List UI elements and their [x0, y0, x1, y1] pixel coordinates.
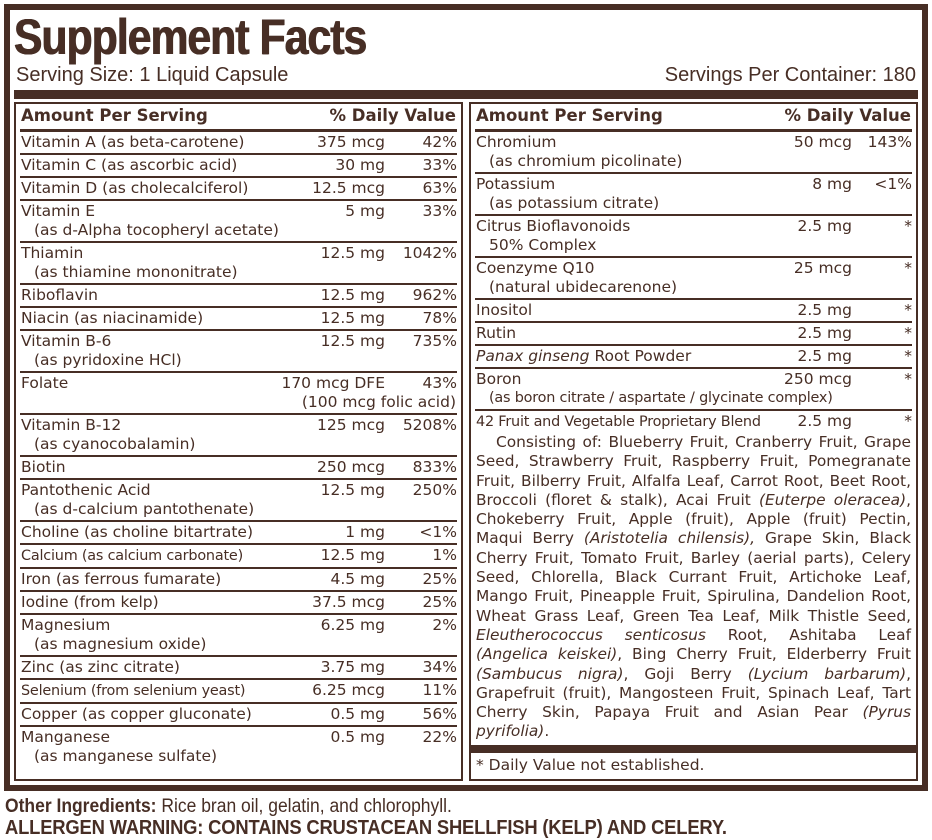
footnote-divider-bar	[471, 745, 916, 753]
nutrient-name: Vitamin B-6	[21, 332, 112, 350]
nutrient-name: Coenzyme Q10	[476, 259, 595, 277]
nutrient-name: Citrus Bioflavonoids	[476, 217, 631, 235]
nutrient-name: Magnesium	[21, 616, 111, 634]
nutrient-daily-value: *	[904, 347, 912, 365]
nutrient-amount: 170 mcg DFE	[281, 374, 385, 392]
nutrient-daily-value: <1%	[874, 175, 912, 193]
nutrient-amount: 3.75 mg	[320, 658, 385, 676]
nutrient-name: Calcium (as calcium carbonate)	[21, 548, 243, 564]
nutrient-name: Iron (as ferrous fumarate)	[21, 570, 222, 588]
nutrient-name: Selenium (from selenium yeast)	[21, 683, 246, 699]
nutrient-amount: 12.5 mg	[320, 286, 385, 304]
nutrient-amount: 2.5 mg	[797, 412, 852, 430]
nutrient-daily-value: 34%	[422, 658, 457, 676]
label-footer	[5, 796, 932, 840]
nutrient-name: Copper (as copper gluconate)	[21, 705, 252, 723]
nutrient-amount: 125 mcg	[317, 416, 385, 434]
right-nutrition-column	[469, 102, 918, 781]
right-column-header	[475, 104, 912, 132]
left-column-header	[20, 104, 457, 132]
nutrient-name: Niacin (as niacinamide)	[21, 309, 204, 327]
nutrient-daily-value: 25%	[422, 570, 457, 588]
nutrient-name: Rutin	[476, 324, 517, 342]
nutrient-daily-value: <1%	[419, 523, 457, 541]
nutrient-row	[20, 590, 457, 613]
nutrient-name: Inositol	[476, 301, 533, 319]
nutrient-rows-right	[475, 132, 912, 433]
nutrient-amount: 375 mcg	[317, 133, 385, 151]
nutrient-amount: 50 mcg	[793, 133, 852, 151]
nutrient-amount: 12.5 mg	[320, 546, 385, 564]
nutrient-row	[20, 567, 457, 590]
nutrient-daily-value: 962%	[412, 286, 457, 304]
nutrient-amount: 2.5 mg	[797, 301, 852, 319]
nutrient-daily-value: 833%	[412, 458, 457, 476]
nutrient-name: Boron	[476, 370, 522, 388]
nutrient-daily-value: 33%	[422, 202, 457, 220]
nutrient-amount: 250 mcg	[317, 458, 385, 476]
nutrient-daily-value: *	[904, 259, 912, 277]
nutrient-row	[475, 367, 912, 409]
nutrient-source: (as potassium citrate)	[489, 194, 660, 212]
nutrient-row	[20, 655, 457, 678]
nutrient-daily-value: *	[904, 412, 912, 430]
nutrient-source: (as cyanocobalamin)	[34, 435, 196, 453]
nutrient-name: Chromium	[476, 133, 557, 151]
nutrient-amount: 4.5 mg	[330, 570, 385, 588]
nutrient-row	[20, 413, 457, 455]
proprietary-blend-description: Consisting of: Blueberry Fruit, Cranberry Fruit, Grape Seed, Strawberry Fruit, Raspberry Fruit, Pomegranate Fruit, Bilberry Fruit, Alfalfa Leaf, Carrot Root, Beet Root, Broccoli (floret & stalk), Acai Fruit (Euterpe oleracea), Chokeberry Fruit, Apple (fruit), Apple (fruit) Pectin, Maqui Berry (Aristotelia chilensis), Grape Skin, Black Cherry Fruit, Tomato Fruit, Barley (aerial parts), Celery Seed, Chlorella, Black Currant Fruit, Artichoke Leaf, Mango Fruit, Pineapple Fruit, Spirulina, Dandelion Root, Wheat Grass Leaf, Green Tea Leaf, Milk Thistle Seed, Eleutherococcus senticosus Root, Ashitaba Leaf (Angelica keiskei), Bing Cherry Fruit, Elderberry Fruit (Sambucus nigra), Goji Berry (Lycium barbarum), Grapefruit (fruit), Mangosteen Fruit, Spinach Leaf, Tart Cherry Skin, Papaya Fruit and Asian Pear (Pyrus pyrifolia).	[476, 433, 911, 741]
nutrient-row	[475, 298, 912, 321]
amount-per-serving-header: Amount Per Serving	[476, 106, 663, 125]
nutrient-source: (as magnesium oxide)	[34, 635, 207, 653]
nutrient-name: Vitamin E	[21, 202, 96, 220]
nutrient-daily-value: 5208%	[402, 416, 457, 434]
nutrient-name: Vitamin D (as cholecalciferol)	[21, 179, 249, 197]
nutrient-row	[20, 455, 457, 478]
nutrient-name: Vitamin B-12	[21, 416, 122, 434]
nutrient-row	[475, 172, 912, 214]
amount-per-serving-header: Amount Per Serving	[21, 106, 208, 125]
daily-value-footnote: * Daily Value not established.	[476, 755, 705, 774]
allergen-warning-line	[5, 817, 932, 840]
nutrient-daily-value: *	[904, 301, 912, 319]
nutrient-row	[20, 241, 457, 283]
daily-value-header: % Daily Value	[329, 106, 456, 125]
nutrient-row	[20, 678, 457, 702]
nutrient-daily-value: *	[904, 370, 912, 388]
nutrient-daily-value: 2%	[432, 616, 457, 634]
nutrient-row	[20, 132, 457, 153]
nutrient-amount: 2.5 mg	[797, 347, 852, 365]
nutrient-daily-value: *	[904, 217, 912, 235]
nutrient-amount: 5 mg	[345, 202, 385, 220]
nutrient-amount: 12.5 mg	[320, 332, 385, 350]
nutrient-row	[20, 520, 457, 543]
nutrient-row	[20, 543, 457, 567]
nutrient-daily-value: 22%	[422, 728, 457, 746]
nutrient-source: (as manganese sulfate)	[34, 747, 218, 765]
other-ingredients-line	[5, 796, 932, 817]
nutrient-source: (100 mcg folic acid)	[301, 393, 456, 411]
nutrient-amount: 37.5 mcg	[312, 593, 385, 611]
nutrient-row	[20, 725, 457, 767]
nutrient-amount: 6.25 mg	[320, 616, 385, 634]
daily-value-header: % Daily Value	[784, 106, 911, 125]
nutrient-amount: 25 mcg	[793, 259, 852, 277]
serving-info-line	[16, 63, 916, 87]
nutrient-row	[20, 478, 457, 520]
nutrient-name: Pantothenic Acid	[21, 481, 151, 499]
nutrient-name: Panax ginseng Root Powder	[476, 347, 692, 365]
nutrient-amount: 12.5 mg	[320, 309, 385, 327]
other-ingredients-text: Rice bran oil, gelatin, and chlorophyll.	[156, 795, 452, 817]
nutrient-amount: 1 mg	[345, 523, 385, 541]
nutrient-row	[475, 344, 912, 367]
header-divider-bar	[14, 90, 918, 99]
nutrient-row	[20, 329, 457, 371]
nutrient-row	[20, 371, 457, 413]
nutrient-row	[20, 702, 457, 725]
nutrient-daily-value: 56%	[422, 705, 457, 723]
nutrient-daily-value: 735%	[412, 332, 457, 350]
nutrient-amount: 0.5 mg	[330, 705, 385, 723]
nutrient-name: Biotin	[21, 458, 66, 476]
nutrient-source: 50% Complex	[489, 236, 597, 254]
nutrient-source: (as boron citrate / aspartate / glycinate complex)	[489, 390, 833, 406]
nutrient-daily-value: 143%	[867, 133, 912, 151]
nutrient-row	[20, 153, 457, 176]
nutrient-name: Folate	[21, 374, 69, 392]
nutrient-name: 42 Fruit and Vegetable Proprietary Blend	[476, 414, 761, 430]
nutrient-source: (as pyridoxine HCl)	[34, 351, 182, 369]
supplement-facts-panel	[4, 4, 928, 791]
nutrient-daily-value: 43%	[422, 374, 457, 392]
nutrient-row	[475, 409, 912, 433]
nutrient-daily-value: 63%	[422, 179, 457, 197]
nutrition-columns	[14, 102, 918, 781]
nutrient-source: (natural ubidecarenone)	[489, 278, 678, 296]
nutrient-name: Zinc (as zinc citrate)	[21, 658, 180, 676]
nutrient-source: (as chromium picolinate)	[489, 152, 683, 170]
nutrient-row	[475, 321, 912, 344]
nutrient-row	[475, 132, 912, 172]
nutrient-amount: 30 mg	[335, 156, 385, 174]
nutrient-amount: 2.5 mg	[797, 217, 852, 235]
panel-title: Supplement Facts	[14, 9, 367, 65]
nutrient-amount: 2.5 mg	[797, 324, 852, 342]
nutrient-amount: 250 mcg	[784, 370, 852, 388]
nutrient-daily-value: *	[904, 324, 912, 342]
nutrient-row	[20, 176, 457, 199]
nutrient-amount: 0.5 mg	[330, 728, 385, 746]
nutrient-amount: 12.5 mg	[320, 244, 385, 262]
nutrient-source: (as thiamine mononitrate)	[34, 263, 238, 281]
nutrient-name: Riboflavin	[21, 286, 98, 304]
nutrient-row	[20, 199, 457, 241]
nutrient-name: Vitamin C (as ascorbic acid)	[21, 156, 238, 174]
nutrient-name: Choline (as choline bitartrate)	[21, 523, 254, 541]
nutrient-name: Iodine (from kelp)	[21, 593, 159, 611]
nutrient-amount: 12.5 mcg	[312, 179, 385, 197]
nutrient-daily-value: 25%	[422, 593, 457, 611]
nutrient-amount: 8 mg	[812, 175, 852, 193]
nutrient-source: (as d-Alpha tocopheryl acetate)	[34, 221, 279, 239]
nutrient-rows-left	[20, 132, 457, 767]
nutrient-amount: 6.25 mcg	[312, 681, 385, 699]
nutrient-row	[475, 214, 912, 256]
serving-size-text: Serving Size: 1 Liquid Capsule	[16, 64, 289, 86]
other-ingredients-label: Other Ingredients:	[5, 795, 157, 817]
nutrient-name: Potassium	[476, 175, 556, 193]
nutrient-row	[20, 306, 457, 329]
nutrient-name: Manganese	[21, 728, 111, 746]
nutrient-name: Thiamin	[21, 244, 84, 262]
nutrient-daily-value: 78%	[422, 309, 457, 327]
nutrient-daily-value: 42%	[422, 133, 457, 151]
nutrient-source: (as d-calcium pantothenate)	[34, 500, 255, 518]
nutrient-daily-value: 1%	[432, 546, 457, 564]
allergen-warning-text: ALLERGEN WARNING: CONTAINS CRUSTACEAN SHELLFISH (KELP) AND CELERY.	[5, 816, 727, 839]
nutrient-name: Vitamin A (as beta-carotene)	[21, 133, 245, 151]
nutrient-daily-value: 11%	[422, 681, 457, 699]
nutrient-row	[475, 256, 912, 298]
nutrient-daily-value: 33%	[422, 156, 457, 174]
nutrient-amount: 12.5 mg	[320, 481, 385, 499]
nutrient-daily-value: 1042%	[402, 244, 457, 262]
nutrient-row	[20, 613, 457, 655]
nutrient-row	[20, 283, 457, 306]
servings-per-container-text: Servings Per Container: 180	[664, 64, 916, 86]
left-nutrition-column	[14, 102, 463, 781]
nutrient-daily-value: 250%	[412, 481, 457, 499]
